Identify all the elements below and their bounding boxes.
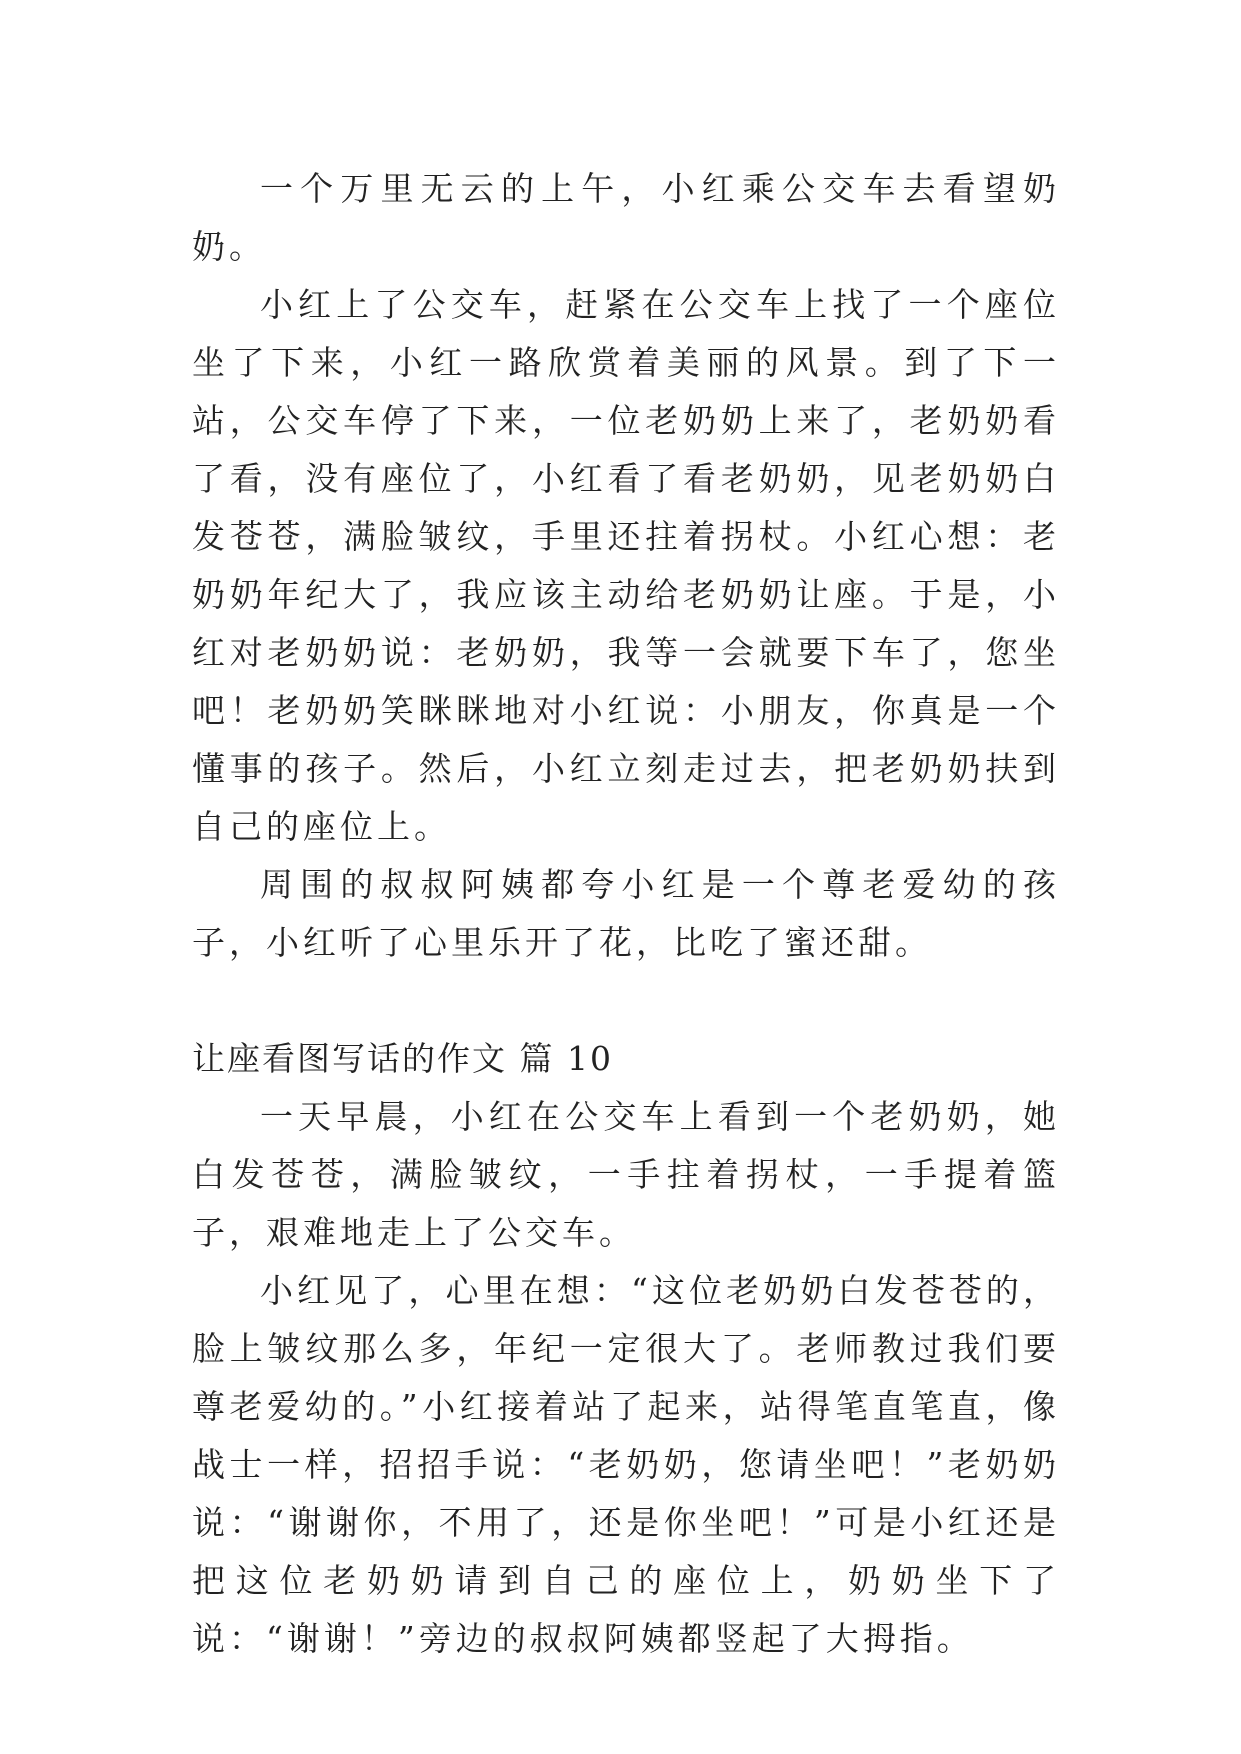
section-spacer (192, 972, 1060, 1030)
section-title: 让座看图写话的作文 篇 10 (192, 1039, 613, 1078)
paragraph: 小红见了，心里在想：“这位老奶奶白发苍苍的，脸上皱纹那么多，年纪一定很大了。老师教过我们要尊老爱幼的。”小红接着站了起来，站得笔直笔直，像战士一样，招招手说：“老奶奶，您请坐吧！”老奶奶说：“谢谢你，不用了，还是你坐吧！”可是小红还是把这位老奶奶请到自己的座位上，奶奶坐下了说：“谢谢！”旁边的叔叔阿姨都竖起了大拇指。 (192, 1271, 1060, 1658)
paragraph: 一天早晨，小红在公交车上看到一个老奶奶，她白发苍苍，满脸皱纹，一手拄着拐杖，一手提着篮子，艰难地走上了公交车。 (192, 1097, 1060, 1252)
document-body (192, 160, 1060, 1668)
paragraph: 小红上了公交车，赶紧在公交车上找了一个座位坐了下来，小红一路欣赏着美丽的风景。到了下一站，公交车停了下来，一位老奶奶上来了，老奶奶看了看，没有座位了，小红看了看老奶奶，见老奶奶白发苍苍，满脸皱纹，手里还拄着拐杖。小红心想：老奶奶年纪大了，我应该主动给老奶奶让座。于是，小红对老奶奶说：老奶奶，我等一会就要下车了，您坐吧！老奶奶笑眯眯地对小红说：小朋友，你真是一个懂事的孩子。然后，小红立刻走过去，把老奶奶扶到自己的座位上。 (192, 285, 1060, 846)
paragraph: 周围的叔叔阿姨都夸小红是一个尊老爱幼的孩子，小红听了心里乐开了花，比吃了蜜还甜。 (192, 865, 1060, 962)
paragraph: 一个万里无云的上午，小红乘公交车去看望奶奶。 (192, 169, 1060, 266)
